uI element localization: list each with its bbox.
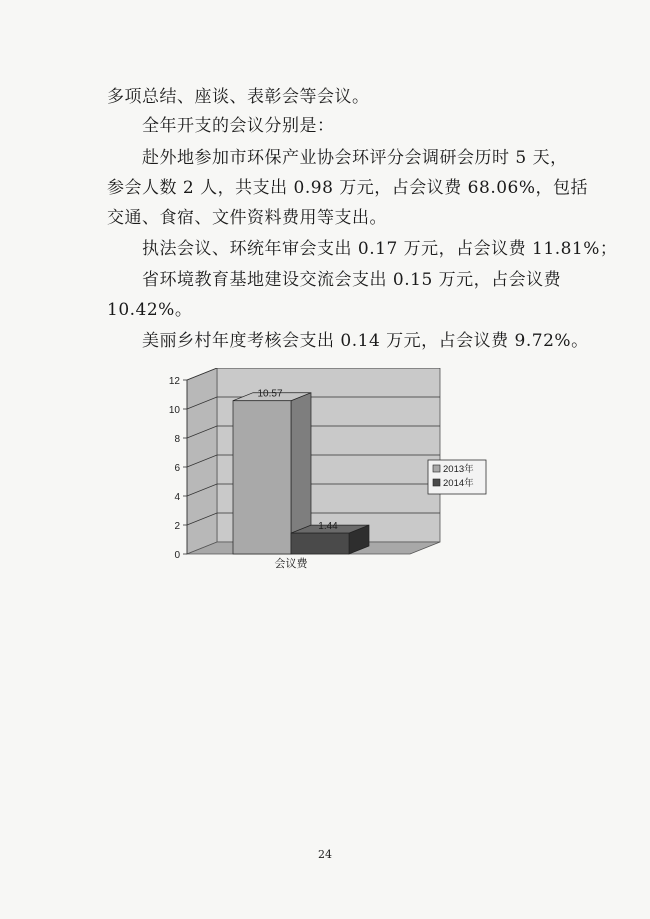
chart-bar: [291, 533, 349, 554]
chart-legend-label: 2014年: [443, 478, 474, 489]
paragraph-line-7: 省环境教育基地建设交流会支出 0.15 万元，占会议费: [142, 270, 562, 290]
paragraph-line-3: 赴外地参加市环保产业协会环评分会调研会历时 5 天，: [142, 148, 568, 168]
paragraph-line-1: 多项总结、座谈、表彰会等会议。: [107, 87, 370, 107]
chart-svg: [160, 368, 500, 583]
chart-y-tick-label: 10: [168, 405, 180, 416]
paragraph-line-5: 交通、食宿、文件资料费用等支出。: [107, 208, 387, 228]
chart-category-label: 会议费: [274, 558, 308, 570]
chart-y-tick-label: 8: [174, 434, 180, 445]
chart-legend-swatch: [433, 465, 440, 472]
paragraph-line-6: 执法会议、环统年审会支出 0.17 万元，占会议费 11.81%；: [142, 239, 618, 259]
chart-legend-swatch: [433, 479, 440, 486]
paragraph-line-8: 10.42%。: [107, 300, 193, 320]
chart-y-tick-label: 6: [174, 463, 180, 474]
chart-data-label: 10.57: [257, 388, 283, 400]
chart-y-tick-label: 12: [168, 376, 180, 387]
page-number: 24: [318, 848, 332, 861]
chart-y-tick-label: 0: [174, 550, 180, 561]
chart-bar: [233, 401, 291, 554]
chart-y-tick-label: 4: [174, 492, 180, 503]
expense-bar-chart: [160, 368, 500, 583]
chart-y-tick-label: 2: [174, 521, 180, 532]
paragraph-line-2: 全年开支的会议分别是：: [142, 116, 335, 136]
chart-data-label: 1.44: [318, 521, 338, 533]
chart-legend-label: 2013年: [443, 464, 474, 475]
paragraph-line-9: 美丽乡村年度考核会支出 0.14 万元，占会议费 9.72%。: [142, 331, 589, 351]
paragraph-line-4: 参会人数 2 人，共支出 0.98 万元，占会议费 68.06%，包括: [107, 178, 589, 198]
